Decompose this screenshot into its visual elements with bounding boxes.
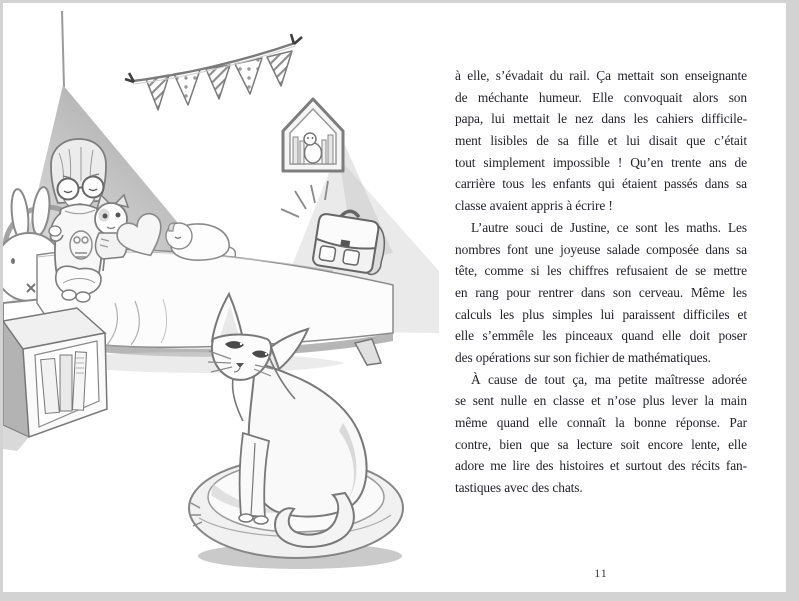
text-line: papa, lui mettait le nez dans les cahiers difficile- (455, 111, 747, 127)
text-line: L’autre souci de Justine, ce sont les maths. Les (471, 219, 747, 235)
text-line: À cause de tout ça, ma petite maîtresse adorée (471, 371, 747, 387)
text-line: tastiques avec des chats. (455, 480, 583, 496)
text-line: même quand elle connaît la bonne réponse. Par (455, 415, 747, 430)
text-line: ment lisibles de sa fille et lui disait que c’était (455, 133, 747, 149)
text-line: se sent nulle en classe et n’ose plus lever la main (455, 393, 747, 409)
text-line: elle s’emmêle les pinceaux quand elle doit poser (455, 328, 747, 344)
text-line: tout simplement impossible ! Qu’en trente ans de (455, 154, 747, 170)
sleeping-plush (166, 223, 235, 260)
story-text-column (455, 65, 747, 499)
text-line: classe avaient appris à écrire ! (455, 198, 613, 214)
text-line: nombres font une joyeuse salade composée dans sa (455, 241, 747, 257)
bedroom-illustration (3, 3, 443, 592)
text-line: à elle, s’évadait du rail. Ça mettait son enseignante (455, 68, 747, 83)
book-page-spread (3, 3, 786, 592)
page-number: 11 (594, 566, 608, 580)
text-line: calculs les plus simples lui paraissent difficiles et (455, 306, 747, 322)
text-line: des opérations sur son fichier de mathématiques. (455, 349, 711, 365)
cube-bookshelf (3, 308, 107, 451)
text-line: de méchante humeur. Elle convoquait alors son (455, 89, 747, 105)
text-line: en rang pour rentrer dans son cerveau. Même les (455, 284, 747, 300)
text-line: contre, bien que sa lecture soit encore lente, elle (455, 436, 747, 452)
text-line: adore me lire des histoires et surtout des récits fan- (455, 458, 747, 474)
bunting-garland (125, 34, 302, 110)
text-line: carrière tous les enfants qui étaient passés dans sa (455, 176, 747, 192)
text-line: tête, comme si les chiffres refusaient de se mettre (455, 263, 747, 279)
